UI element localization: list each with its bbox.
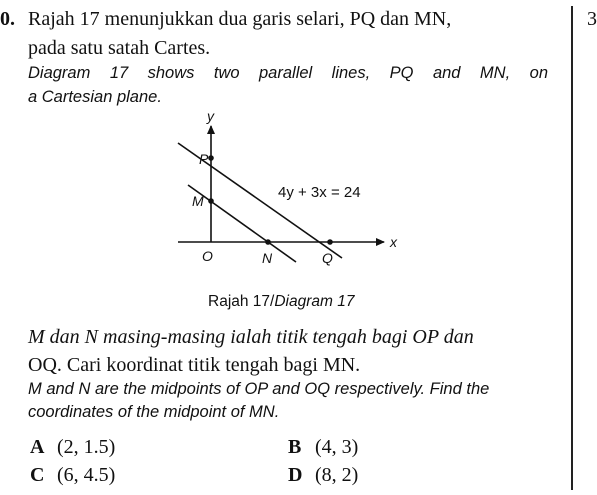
question-malay-line-2: pada satu satah Cartes. (28, 37, 211, 59)
option-c-value[interactable]: (6, 4.5) (57, 464, 116, 486)
question-malay-line-1: Rajah 17 menunjukkan dua garis selari, PQ dan MN, (28, 8, 452, 30)
task-malay-line-1: M dan N masing-masing ialah titik tengah bagi OP dan (28, 326, 474, 348)
task-english-line-2: coordinates of the midpoint of MN. (28, 403, 280, 421)
x-axis-label: x (390, 234, 397, 250)
point-n-label: N (262, 250, 273, 266)
point-m-label: M (192, 193, 204, 209)
option-b-letter: B (288, 436, 302, 458)
caption-english: Diagram 17 (274, 293, 355, 310)
task-malay-line-2: OQ. Cari koordinat titik tengah bagi MN. (28, 354, 361, 376)
y-axis-label: y (207, 108, 214, 124)
origin-label: O (202, 248, 213, 264)
option-a-letter: A (30, 436, 45, 458)
margin-mark: 3 (587, 8, 597, 30)
point-p-dot (208, 155, 214, 161)
diagram-caption (208, 293, 354, 311)
question-number: 0. (0, 8, 15, 30)
task-english-line-1: M and N are the midpoints of OP and OQ respectively. Find the (28, 380, 490, 398)
point-m-dot (208, 198, 214, 204)
equation-label: 4y + 3x = 24 (278, 184, 361, 201)
option-d-value[interactable]: (8, 2) (315, 464, 359, 486)
option-b-value[interactable]: (4, 3) (315, 436, 359, 458)
point-q-dot (327, 239, 333, 245)
option-d-letter: D (288, 464, 303, 486)
question-english-line-2: a Cartesian plane. (28, 88, 162, 106)
point-p-label: P (199, 151, 209, 167)
point-q-label: Q (322, 250, 333, 266)
option-a-value[interactable]: (2, 1.5) (57, 436, 116, 458)
option-c-letter: C (30, 464, 45, 486)
caption-malay: Rajah 17/ (208, 293, 275, 310)
question-english-line-1: Diagram 17 shows two parallel lines, PQ and MN, on (28, 64, 548, 82)
point-n-dot (265, 239, 271, 245)
